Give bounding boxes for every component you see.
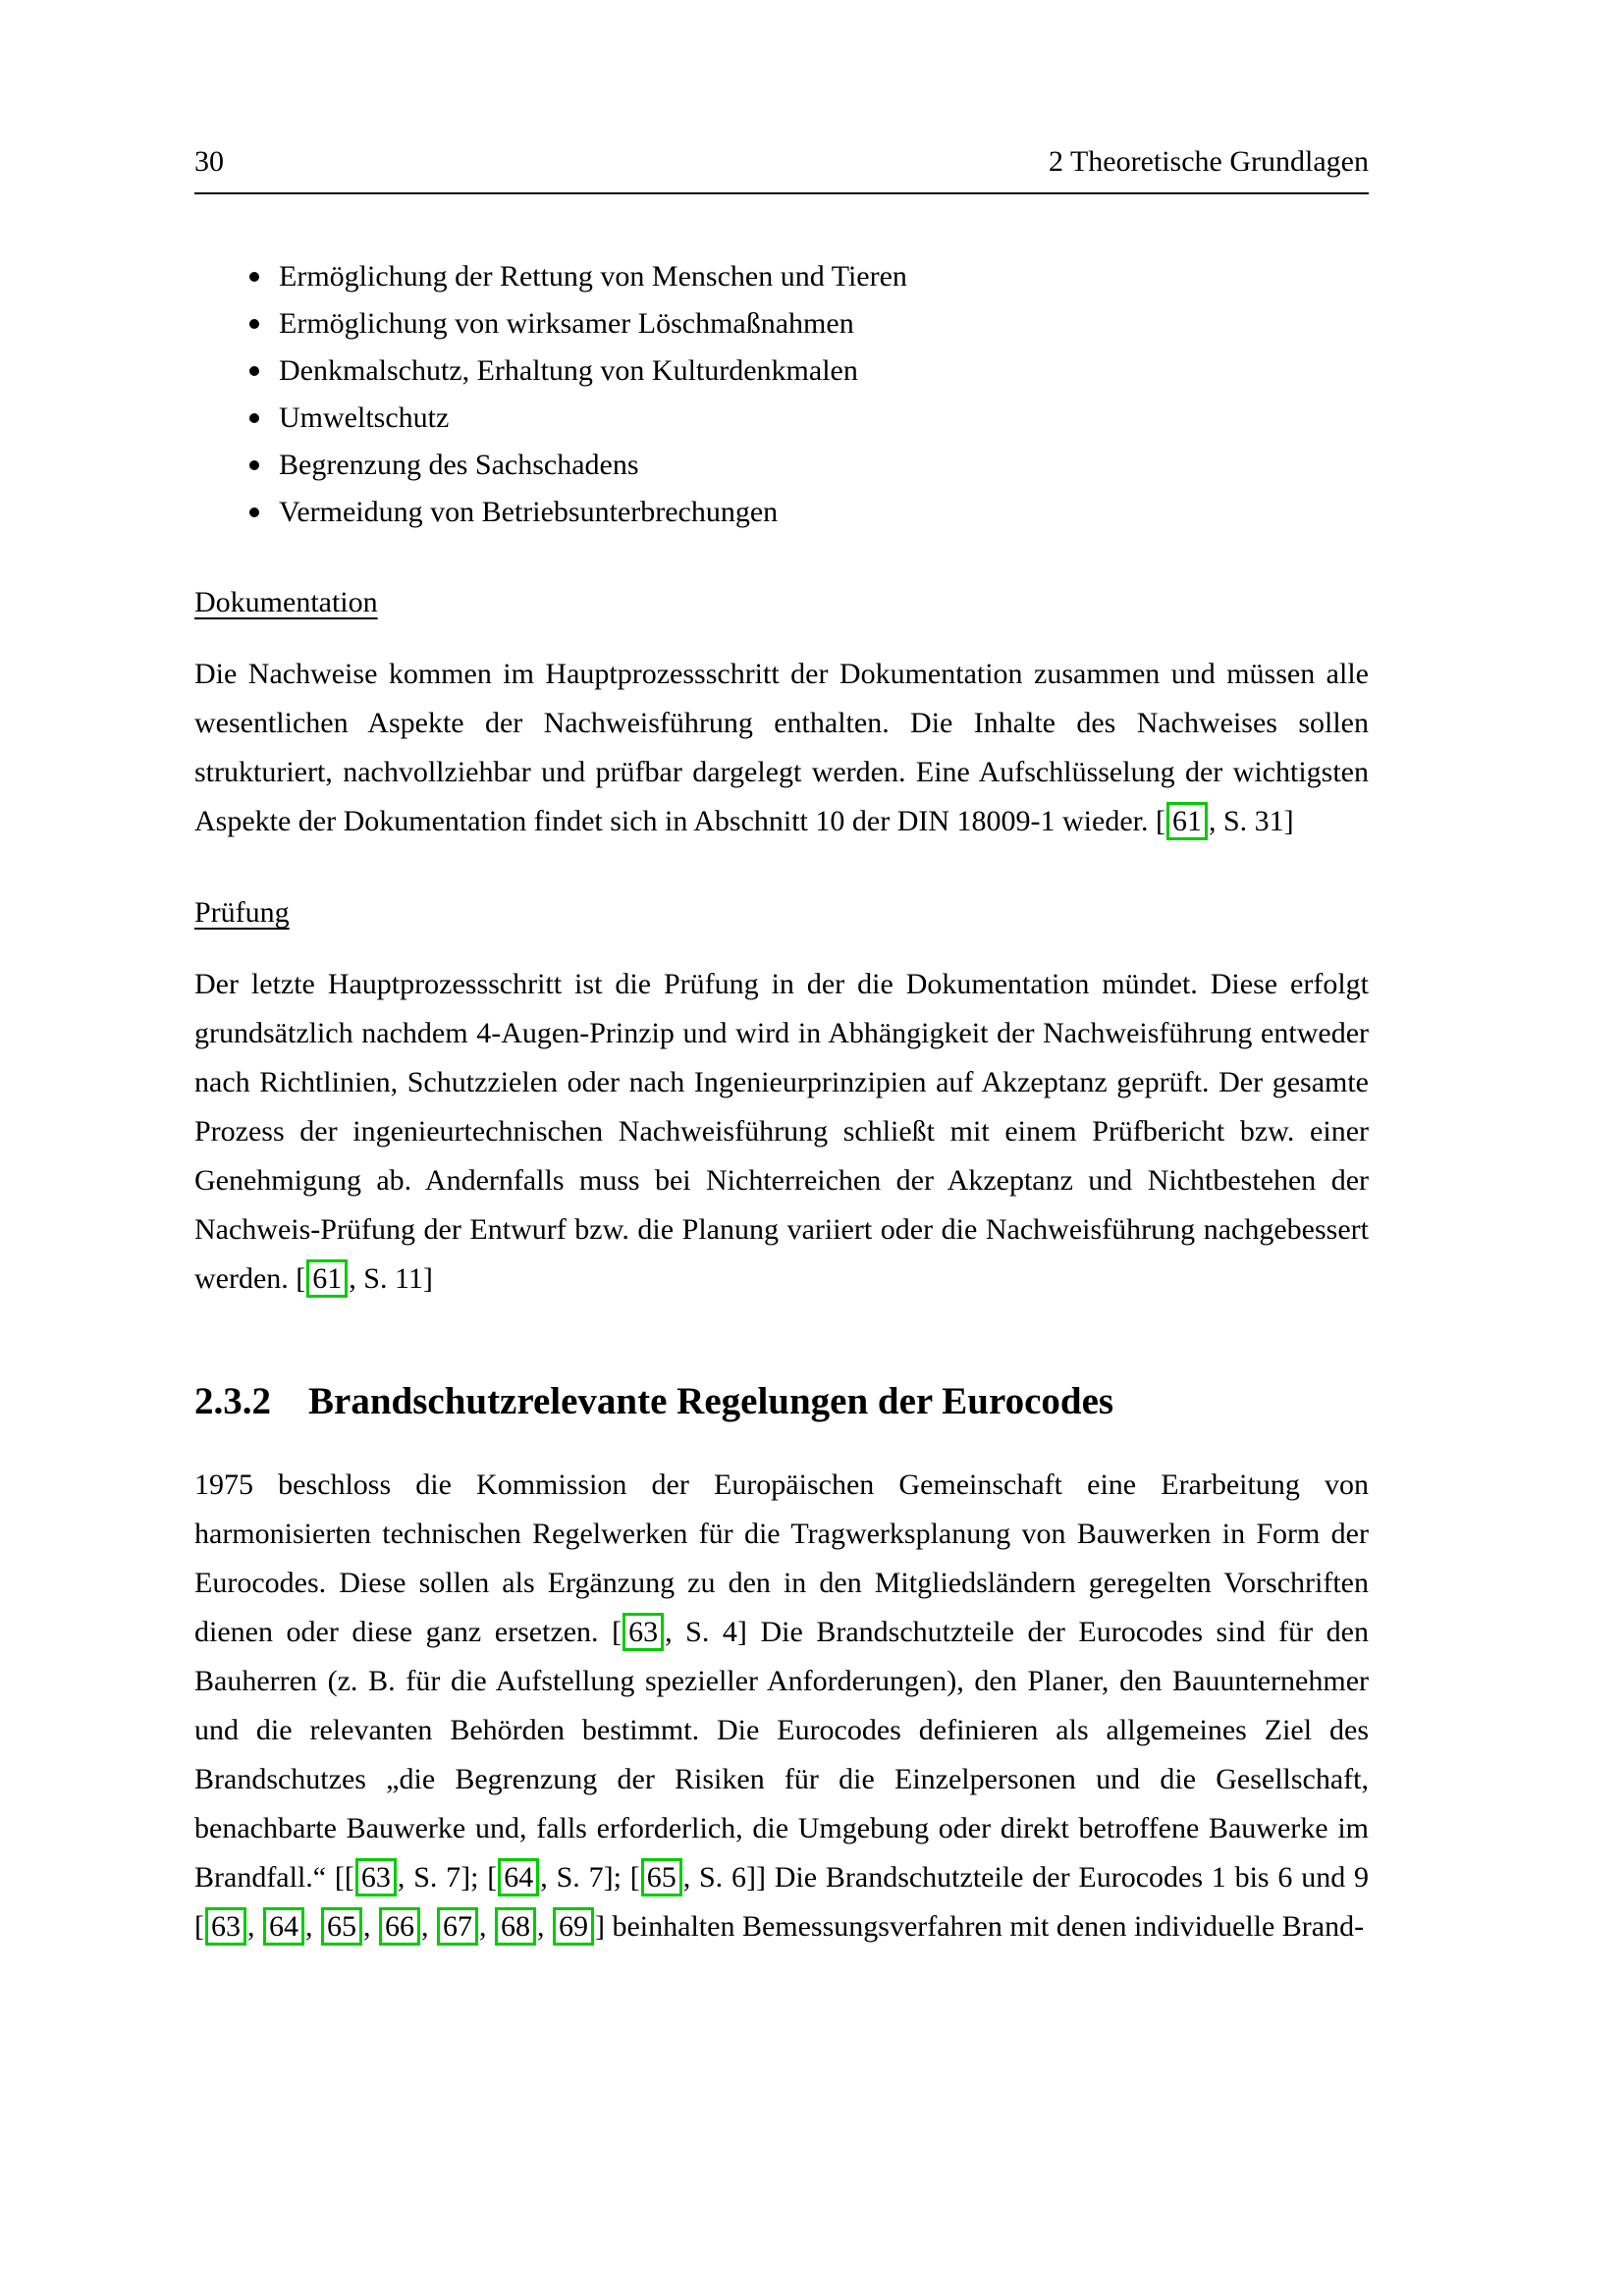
citation-link[interactable]: 67 (437, 1907, 478, 1946)
list-item (194, 347, 1369, 395)
citation-link[interactable]: 68 (495, 1907, 536, 1946)
subsection-title: Brandschutzrelevante Regelungen der Eurocodes (308, 1380, 1114, 1422)
citation-link[interactable]: 63 (205, 1907, 246, 1946)
list-item-label: Umweltschutz (279, 401, 450, 434)
heading-dokumentation: Dokumentation (194, 586, 378, 618)
citation-link[interactable]: 61 (306, 1259, 348, 1298)
text-run: ] beinhalten Bemessungsverfahren mit denen individuelle Brand- (595, 1910, 1365, 1943)
citation-link[interactable]: 64 (263, 1907, 304, 1946)
bullet-icon (249, 319, 259, 329)
list-item-label: Denkmalschutz, Erhaltung von Kulturdenkmalen (279, 354, 858, 387)
list-item (194, 300, 1369, 347)
paragraph-eurocodes (194, 1461, 1369, 1951)
paragraph-pruefung (194, 960, 1369, 1304)
page-number: 30 (194, 145, 224, 178)
running-header (194, 145, 1369, 194)
list-item-label: Begrenzung des Sachschadens (279, 449, 639, 481)
bullet-icon (249, 272, 259, 282)
text-run: , S. 7]; [ (397, 1861, 498, 1894)
objectives-bullet-list (194, 253, 1369, 536)
paragraph-dokumentation (194, 650, 1369, 846)
citation-link[interactable]: 65 (321, 1907, 362, 1946)
bullet-icon (249, 507, 259, 517)
text-run: , S. 31] (1208, 805, 1294, 837)
citation-link[interactable]: 61 (1166, 802, 1208, 840)
citation-link[interactable]: 63 (623, 1613, 664, 1651)
list-item-label: Ermöglichung der Rettung von Menschen und Tieren (279, 260, 907, 293)
text-run: , (537, 1910, 552, 1943)
text-run: Der letzte Hauptprozessschritt ist die Prüfung in der die Dokumentation mündet. Diese erfolgt grundsätzlich nachdem 4-Augen-Prinzip und wird in Abhängigkeit der Nachweisführung entweder nach Richtlinien, Schutzzielen oder nach Ingenieurprinzipien auf Akzeptanz geprüft. Der gesamte Prozess der ingenieurtechnischen Nachweisführung schließt mit einem Prüfbericht bzw. einer Genehmigung ab. Andernfalls muss bei Nichterreichen der Akzeptanz und Nichtbestehen der Nachweis-Prüfung der Entwurf bzw. die Planung variiert oder die Nachweisführung nachgebessert werden. [ (194, 968, 1369, 1295)
heading-pruefung: Prüfung (194, 896, 290, 929)
bullet-icon (249, 460, 259, 470)
citation-link[interactable]: 66 (379, 1907, 420, 1946)
text-run: 1975 beschloss die Kommission der Europäischen Gemeinschaft eine Erarbeitung von harmonisierten technischen Regelwerken für die Tragwerksplanung von Bauwerken in Form der Eurocodes. Diese sollen als Ergänzung zu den in den Mitgliedsländern geregelten Vorschriften dienen oder diese ganz ersetzen. [ (194, 1468, 1369, 1648)
text-run: , (363, 1910, 378, 1943)
list-item (194, 442, 1369, 489)
list-item-label: Vermeidung von Betriebsunterbrechungen (279, 496, 779, 528)
chapter-title: 2 Theoretische Grundlagen (1048, 145, 1369, 178)
text-run: , S. 6]] Die Brandschutzteile der Eurocodes 1 bis 6 und 9 [ (194, 1861, 1370, 1943)
citation-link[interactable]: 69 (553, 1907, 594, 1946)
text-run: , (305, 1910, 320, 1943)
subsection-number: 2.3.2 (194, 1380, 271, 1422)
citation-link[interactable]: 65 (641, 1858, 682, 1896)
text-run: , (247, 1910, 262, 1943)
text-run: Die Nachweise kommen im Hauptprozessschritt der Dokumentation zusammen und müssen alle wesentlichen Aspekte der Nachweisführung enthalten. Die Inhalte des Nachweises sollen strukturiert, nachvollziehbar und prüfbar dargelegt werden. Eine Aufschlüsselung der wichtigsten Aspekte der Dokumentation findet sich in Abschnitt 10 der DIN 18009-1 wieder. [ (194, 658, 1369, 837)
citation-link[interactable]: 63 (355, 1858, 397, 1896)
text-run: , S. 11] (349, 1262, 433, 1295)
text-run: , (479, 1910, 494, 1943)
bullet-icon (249, 413, 259, 423)
text-run: , (421, 1910, 436, 1943)
text-run: , S. 7]; [ (540, 1861, 640, 1894)
list-item-label: Ermöglichung von wirksamer Löschmaßnahmen (279, 307, 854, 340)
list-item (194, 489, 1369, 536)
citation-link[interactable]: 64 (498, 1858, 539, 1896)
bullet-icon (249, 366, 259, 376)
text-run: , S. 4] Die Brandschutzteile der Eurocodes sind für den Bauherren (z. B. für die Aufstellung spezieller Anforderungen), den Planer, den Bauunternehmer und die relevanten Behörden bestimmt. Die Eurocodes definieren als allgemeines Ziel des Brandschutzes „die Begrenzung der Risiken für die Einzelpersonen und die Gesellschaft, benachbarte Bauwerke und, falls erforderlich, die Umgebung oder direkt betroffene Bauwerke im Brandfall.“ [[ (194, 1616, 1369, 1894)
subsection-heading (194, 1378, 1369, 1425)
list-item (194, 395, 1369, 442)
list-item (194, 253, 1369, 300)
